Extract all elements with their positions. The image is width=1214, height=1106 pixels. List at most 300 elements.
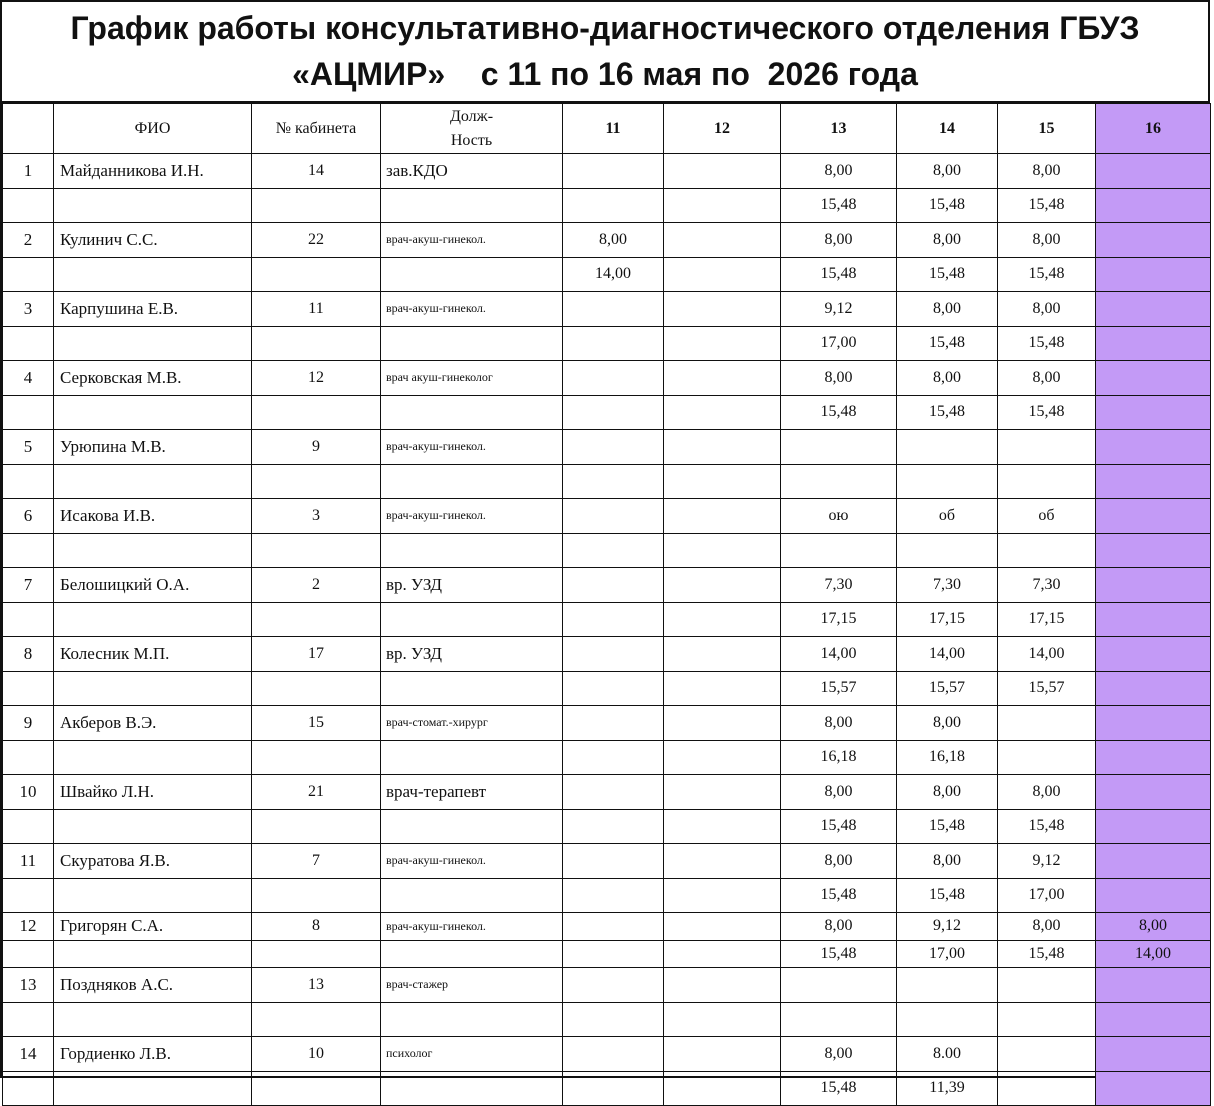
- staff-name: Серковская М.В.: [54, 361, 252, 396]
- staff-position: врач-акуш-гинекол.: [381, 913, 563, 941]
- staff-position: [381, 809, 563, 844]
- shift-start-time: 7,30: [781, 568, 897, 603]
- row-number: 13: [3, 968, 54, 1003]
- shift-end-time: [563, 464, 664, 499]
- header-day: 14: [897, 104, 998, 154]
- header-row: [3, 104, 1211, 154]
- shift-start-time: [1096, 1037, 1211, 1072]
- row-number: 6: [3, 499, 54, 534]
- staff-position: вр. УЗД: [381, 637, 563, 672]
- row-number: 7: [3, 568, 54, 603]
- shift-start-time: 8,00: [998, 913, 1096, 941]
- shift-start-time: [563, 499, 664, 534]
- shift-end-time: [1096, 395, 1211, 430]
- shift-end-time: [664, 533, 781, 568]
- cabinet-number: 7: [252, 844, 381, 879]
- shift-start-time: [664, 154, 781, 189]
- shift-end-time: 17,15: [897, 602, 998, 637]
- shift-start-time: [1096, 568, 1211, 603]
- shift-start-time: 8,00: [897, 775, 998, 810]
- staff-name: Майданникова И.Н.: [54, 154, 252, 189]
- row-number: 11: [3, 844, 54, 879]
- staff-name: Исакова И.В.: [54, 499, 252, 534]
- shift-end-time: [897, 1002, 998, 1037]
- shift-end-time: 16,18: [781, 740, 897, 775]
- row-number: [3, 395, 54, 430]
- staff-name: Урюпина М.В.: [54, 430, 252, 465]
- shift-end-time: [664, 671, 781, 706]
- staff-position: [381, 602, 563, 637]
- row-number: 2: [3, 223, 54, 258]
- shift-start-time: об: [897, 499, 998, 534]
- shift-start-time: [998, 968, 1096, 1003]
- staff-row-end: [3, 533, 1211, 568]
- staff-position: врач-стажер: [381, 968, 563, 1003]
- staff-row-start: [3, 223, 1211, 258]
- staff-row-end: [3, 464, 1211, 499]
- staff-row-end: [3, 1002, 1211, 1037]
- shift-start-time: [664, 292, 781, 327]
- shift-start-time: [1096, 292, 1211, 327]
- shift-start-time: 8,00: [897, 844, 998, 879]
- row-number: 1: [3, 154, 54, 189]
- staff-position: врач акуш-гинеколог: [381, 361, 563, 396]
- shift-start-time: 14,00: [781, 637, 897, 672]
- staff-row-end: [3, 602, 1211, 637]
- staff-position: [381, 326, 563, 361]
- shift-end-time: 15,48: [998, 257, 1096, 292]
- shift-start-time: [664, 637, 781, 672]
- shift-start-time: [998, 430, 1096, 465]
- shift-start-time: [664, 568, 781, 603]
- cabinet-number: 13: [252, 968, 381, 1003]
- staff-name: Гордиенко Л.В.: [54, 1037, 252, 1072]
- staff-position: [381, 533, 563, 568]
- shift-start-time: 8,00: [781, 361, 897, 396]
- shift-start-time: [563, 637, 664, 672]
- shift-end-time: 15,48: [781, 940, 897, 968]
- shift-start-time: [664, 913, 781, 941]
- shift-start-time: [563, 775, 664, 810]
- shift-start-time: 8,00: [781, 706, 897, 741]
- staff-row-start: [3, 361, 1211, 396]
- cabinet-number: 12: [252, 361, 381, 396]
- row-number: 10: [3, 775, 54, 810]
- shift-start-time: [563, 292, 664, 327]
- staff-row-end: [3, 326, 1211, 361]
- staff-name: Акберов В.Э.: [54, 706, 252, 741]
- cabinet-number: [252, 878, 381, 913]
- shift-start-time: 8,00: [897, 361, 998, 396]
- staff-row-end: [3, 940, 1211, 968]
- shift-start-time: 8,00: [781, 1037, 897, 1072]
- staff-row-end: [3, 257, 1211, 292]
- shift-end-time: 11,39: [897, 1071, 998, 1106]
- shift-start-time: 14,00: [998, 637, 1096, 672]
- shift-end-time: [664, 464, 781, 499]
- staff-name: [54, 940, 252, 968]
- row-number: [3, 940, 54, 968]
- cabinet-number: [252, 533, 381, 568]
- cabinet-number: [252, 188, 381, 223]
- cabinet-number: 17: [252, 637, 381, 672]
- cabinet-number: [252, 1002, 381, 1037]
- shift-start-time: 9,12: [998, 844, 1096, 879]
- shift-start-time: 8,00: [781, 223, 897, 258]
- shift-end-time: [563, 395, 664, 430]
- shift-start-time: 8,00: [781, 154, 897, 189]
- shift-start-time: [998, 1037, 1096, 1072]
- staff-name: [54, 533, 252, 568]
- staff-name: [54, 740, 252, 775]
- staff-position: [381, 1071, 563, 1106]
- staff-position: врач-акуш-гинекол.: [381, 223, 563, 258]
- staff-row-end: [3, 809, 1211, 844]
- shift-end-time: 16,18: [897, 740, 998, 775]
- staff-row-start: [3, 968, 1211, 1003]
- row-number: [3, 326, 54, 361]
- shift-start-time: 8,00: [897, 223, 998, 258]
- header-day: 12: [664, 104, 781, 154]
- shift-end-time: 15,48: [897, 395, 998, 430]
- shift-start-time: 8.00: [897, 1037, 998, 1072]
- shift-end-time: [563, 602, 664, 637]
- shift-start-time: [1096, 430, 1211, 465]
- shift-start-time: [1096, 154, 1211, 189]
- shift-start-time: 8,00: [998, 361, 1096, 396]
- shift-end-time: [563, 326, 664, 361]
- shift-end-time: [664, 602, 781, 637]
- shift-end-time: 17,15: [781, 602, 897, 637]
- staff-position: врач-стомат.-хирург: [381, 706, 563, 741]
- shift-start-time: [563, 844, 664, 879]
- row-number: 3: [3, 292, 54, 327]
- shift-end-time: [897, 533, 998, 568]
- shift-end-time: [781, 464, 897, 499]
- staff-name: [54, 188, 252, 223]
- shift-end-time: [998, 740, 1096, 775]
- row-number: [3, 809, 54, 844]
- shift-start-time: 7,30: [998, 568, 1096, 603]
- shift-end-time: 15,48: [897, 326, 998, 361]
- header-day: 16: [1096, 104, 1211, 154]
- staff-row-start: [3, 1037, 1211, 1072]
- shift-end-time: [781, 1002, 897, 1037]
- staff-position: зав.КДО: [381, 154, 563, 189]
- shift-start-time: [998, 706, 1096, 741]
- cabinet-number: 2: [252, 568, 381, 603]
- shift-start-time: [1096, 361, 1211, 396]
- staff-name: Швайко Л.Н.: [54, 775, 252, 810]
- shift-end-time: [664, 395, 781, 430]
- shift-end-time: 15,57: [897, 671, 998, 706]
- shift-end-time: 15,48: [781, 188, 897, 223]
- staff-name: Белошицкий О.А.: [54, 568, 252, 603]
- shift-start-time: [563, 706, 664, 741]
- header-fio: ФИО: [54, 104, 252, 154]
- cabinet-number: [252, 740, 381, 775]
- staff-row-start: [3, 706, 1211, 741]
- shift-end-time: [563, 671, 664, 706]
- cabinet-number: [252, 464, 381, 499]
- shift-end-time: 15,48: [781, 257, 897, 292]
- header-position: [381, 104, 563, 154]
- shift-start-time: [1096, 637, 1211, 672]
- row-number: 12: [3, 913, 54, 941]
- cabinet-number: 10: [252, 1037, 381, 1072]
- shift-start-time: ою: [781, 499, 897, 534]
- shift-end-time: [1096, 1002, 1211, 1037]
- shift-start-time: [1096, 223, 1211, 258]
- shift-start-time: [563, 913, 664, 941]
- shift-start-time: [664, 1037, 781, 1072]
- staff-position: врач-акуш-гинекол.: [381, 430, 563, 465]
- row-number: 8: [3, 637, 54, 672]
- title-line-1: График работы консультативно-диагностического отделения ГБУЗ: [70, 10, 1140, 46]
- shift-end-time: 17,00: [998, 878, 1096, 913]
- staff-row-end: [3, 188, 1211, 223]
- shift-start-time: 14,00: [897, 637, 998, 672]
- staff-position: [381, 740, 563, 775]
- shift-start-time: 8,00: [563, 223, 664, 258]
- shift-start-time: 8,00: [998, 223, 1096, 258]
- shift-start-time: [897, 968, 998, 1003]
- shift-end-time: 15,48: [781, 809, 897, 844]
- shift-end-time: [664, 326, 781, 361]
- shift-end-time: 15,57: [998, 671, 1096, 706]
- shift-start-time: [1096, 706, 1211, 741]
- header-position-line1: Долж-: [449, 107, 494, 125]
- staff-row-start: [3, 775, 1211, 810]
- cabinet-number: 11: [252, 292, 381, 327]
- staff-row-end: [3, 671, 1211, 706]
- shift-start-time: 9,12: [781, 292, 897, 327]
- shift-start-time: [1096, 775, 1211, 810]
- staff-position: врач-акуш-гинекол.: [381, 499, 563, 534]
- header-position-line2: Ность: [450, 131, 493, 149]
- shift-start-time: 8,00: [1096, 913, 1211, 941]
- shift-start-time: [1096, 968, 1211, 1003]
- cabinet-number: [252, 940, 381, 968]
- cabinet-number: [252, 395, 381, 430]
- shift-end-time: [781, 533, 897, 568]
- shift-end-time: [563, 1002, 664, 1037]
- shift-end-time: [1096, 188, 1211, 223]
- shift-end-time: 15,48: [998, 188, 1096, 223]
- staff-name: [54, 326, 252, 361]
- cabinet-number: 22: [252, 223, 381, 258]
- staff-name: [54, 809, 252, 844]
- row-number: [3, 464, 54, 499]
- shift-end-time: 15,48: [781, 1071, 897, 1106]
- shift-start-time: [563, 361, 664, 396]
- shift-end-time: 14,00: [563, 257, 664, 292]
- staff-position: психолог: [381, 1037, 563, 1072]
- shift-end-time: [1096, 602, 1211, 637]
- shift-start-time: [1096, 844, 1211, 879]
- shift-start-time: [781, 968, 897, 1003]
- staff-row-start: [3, 154, 1211, 189]
- staff-position: [381, 257, 563, 292]
- staff-name: [54, 1002, 252, 1037]
- shift-start-time: [664, 968, 781, 1003]
- shift-end-time: [664, 740, 781, 775]
- staff-name: [54, 671, 252, 706]
- shift-start-time: [1096, 499, 1211, 534]
- staff-position: [381, 1002, 563, 1037]
- shift-start-time: 8,00: [781, 913, 897, 941]
- cabinet-number: 8: [252, 913, 381, 941]
- staff-position: врач-акуш-гинекол.: [381, 292, 563, 327]
- shift-end-time: [1096, 1071, 1211, 1106]
- shift-start-time: 8,00: [781, 844, 897, 879]
- staff-position: [381, 878, 563, 913]
- shift-end-time: 17,00: [897, 940, 998, 968]
- shift-end-time: 15,48: [998, 395, 1096, 430]
- shift-start-time: 7,30: [897, 568, 998, 603]
- shift-end-time: 15,48: [897, 257, 998, 292]
- header-day: 13: [781, 104, 897, 154]
- staff-name: Скуратова Я.В.: [54, 844, 252, 879]
- shift-end-time: [998, 533, 1096, 568]
- row-number: [3, 1002, 54, 1037]
- shift-end-time: [664, 188, 781, 223]
- shift-end-time: [664, 1071, 781, 1106]
- row-number: [3, 602, 54, 637]
- cabinet-number: [252, 671, 381, 706]
- row-number: [3, 533, 54, 568]
- header-cabinet: № кабинета: [252, 104, 381, 154]
- shift-start-time: [563, 154, 664, 189]
- row-number: [3, 1071, 54, 1106]
- staff-position: [381, 188, 563, 223]
- shift-start-time: [664, 499, 781, 534]
- shift-end-time: [1096, 533, 1211, 568]
- staff-name: Карпушина Е.В.: [54, 292, 252, 327]
- shift-start-time: 8,00: [998, 292, 1096, 327]
- shift-end-time: 15,48: [897, 878, 998, 913]
- cabinet-number: [252, 257, 381, 292]
- shift-start-time: 8,00: [897, 292, 998, 327]
- shift-start-time: [664, 430, 781, 465]
- shift-start-time: об: [998, 499, 1096, 534]
- shift-end-time: [664, 940, 781, 968]
- staff-row-start: [3, 430, 1211, 465]
- staff-row-end: [3, 395, 1211, 430]
- staff-name: Колесник М.П.: [54, 637, 252, 672]
- staff-position: врач-акуш-гинекол.: [381, 844, 563, 879]
- shift-end-time: [1096, 671, 1211, 706]
- shift-start-time: [781, 430, 897, 465]
- staff-row-end: [3, 1071, 1211, 1106]
- cabinet-number: [252, 1071, 381, 1106]
- shift-end-time: [1096, 878, 1211, 913]
- staff-row-end: [3, 740, 1211, 775]
- shift-start-time: [563, 568, 664, 603]
- title-line-2: «АЦМИР» с 11 по 16 мая по 2026 года: [292, 56, 918, 92]
- header-day: 15: [998, 104, 1096, 154]
- staff-row-start: [3, 913, 1211, 941]
- shift-end-time: [563, 809, 664, 844]
- staff-name: [54, 1071, 252, 1106]
- cabinet-number: [252, 326, 381, 361]
- shift-end-time: 15,48: [998, 326, 1096, 361]
- staff-position: [381, 395, 563, 430]
- staff-row-start: [3, 292, 1211, 327]
- shift-end-time: 15,57: [781, 671, 897, 706]
- staff-name: [54, 464, 252, 499]
- shift-end-time: 15,48: [897, 809, 998, 844]
- staff-row-start: [3, 844, 1211, 879]
- shift-end-time: [998, 464, 1096, 499]
- staff-name: Поздняков А.С.: [54, 968, 252, 1003]
- shift-start-time: [563, 1037, 664, 1072]
- shift-start-time: 9,12: [897, 913, 998, 941]
- shift-end-time: [1096, 257, 1211, 292]
- shift-end-time: [563, 878, 664, 913]
- shift-end-time: [1096, 809, 1211, 844]
- shift-start-time: 8,00: [781, 775, 897, 810]
- shift-start-time: [664, 844, 781, 879]
- cabinet-number: 21: [252, 775, 381, 810]
- staff-name: [54, 257, 252, 292]
- shift-start-time: 8,00: [998, 154, 1096, 189]
- shift-end-time: [998, 1002, 1096, 1037]
- row-number: [3, 740, 54, 775]
- row-number: 5: [3, 430, 54, 465]
- shift-end-time: [563, 940, 664, 968]
- shift-end-time: [563, 740, 664, 775]
- shift-end-time: [1096, 464, 1211, 499]
- cabinet-number: 3: [252, 499, 381, 534]
- shift-end-time: 15,48: [781, 878, 897, 913]
- shift-start-time: [563, 430, 664, 465]
- shift-start-time: [563, 968, 664, 1003]
- shift-start-time: [897, 430, 998, 465]
- shift-end-time: [664, 809, 781, 844]
- cabinet-number: 9: [252, 430, 381, 465]
- staff-position: врач-терапевт: [381, 775, 563, 810]
- shift-end-time: [563, 1071, 664, 1106]
- row-number: 14: [3, 1037, 54, 1072]
- shift-start-time: 8,00: [897, 706, 998, 741]
- staff-name: [54, 602, 252, 637]
- staff-row-start: [3, 637, 1211, 672]
- row-number: [3, 257, 54, 292]
- staff-name: Кулинич С.С.: [54, 223, 252, 258]
- header-day: 11: [563, 104, 664, 154]
- staff-row-start: [3, 499, 1211, 534]
- staff-position: вр. УЗД: [381, 568, 563, 603]
- shift-end-time: [563, 188, 664, 223]
- staff-name: Григорян С.А.: [54, 913, 252, 941]
- cabinet-number: 15: [252, 706, 381, 741]
- row-number: 9: [3, 706, 54, 741]
- shift-end-time: [563, 533, 664, 568]
- shift-end-time: 15,48: [998, 809, 1096, 844]
- cabinet-number: [252, 602, 381, 637]
- cabinet-number: 14: [252, 154, 381, 189]
- shift-start-time: 8,00: [897, 154, 998, 189]
- shift-end-time: 14,00: [1096, 940, 1211, 968]
- shift-end-time: 17,00: [781, 326, 897, 361]
- staff-name: [54, 395, 252, 430]
- schedule-table: [2, 103, 1211, 1106]
- shift-end-time: 15,48: [998, 940, 1096, 968]
- shift-end-time: [1096, 326, 1211, 361]
- shift-end-time: 17,15: [998, 602, 1096, 637]
- shift-end-time: 15,48: [781, 395, 897, 430]
